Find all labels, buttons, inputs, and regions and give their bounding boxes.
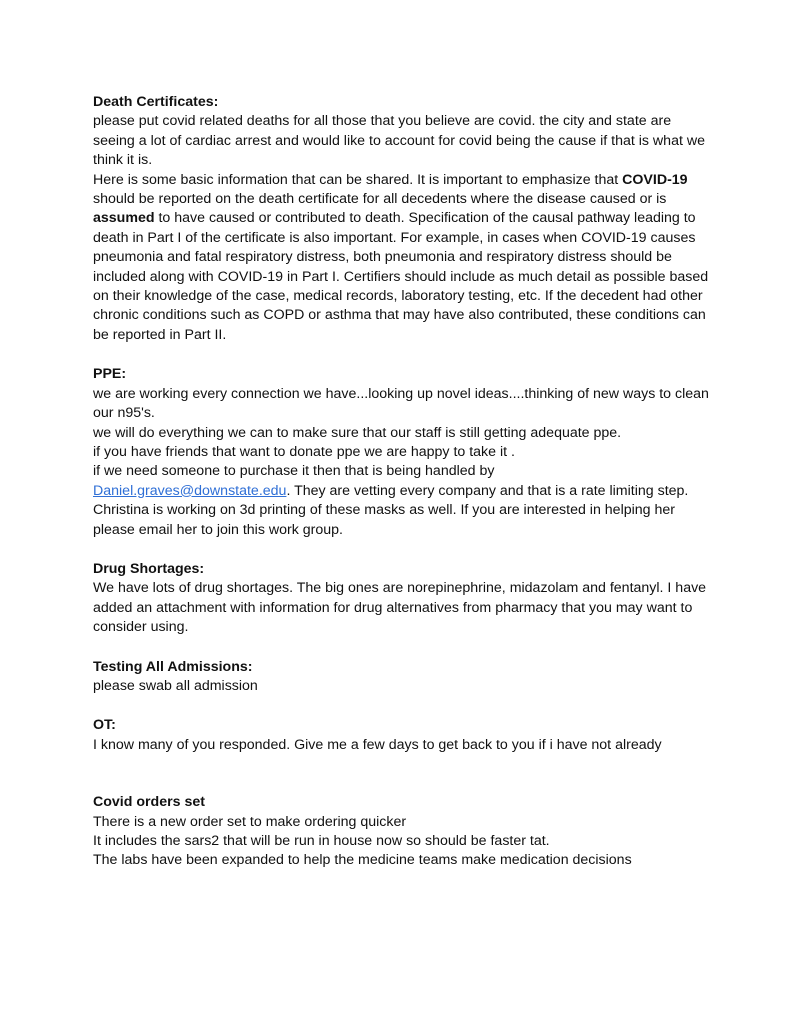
ppe-line-5 <box>93 482 713 501</box>
heading-death-certificates: Death Certificates: <box>93 94 219 110</box>
ppe-line-6: Christina is working on 3d printing of these masks as well. If you are interested in helping her please email her to join this work group. <box>93 502 675 538</box>
p2-middle: should be reported on the death certificate for all decedents where the disease caused or is <box>93 191 667 208</box>
covid-orders-line-2: It includes the sars2 that will be run in house now so should be faster tat. <box>93 833 550 849</box>
covid-19-bold: COVID-19 <box>622 171 688 188</box>
email-link[interactable]: Daniel.graves@downstate.edu <box>93 482 287 499</box>
heading-covid-orders: Covid orders set <box>93 794 205 811</box>
ppe-line-5-rest: . They are vetting every company and that is a rate limiting step. <box>286 482 689 499</box>
assumed-bold: assumed <box>93 210 155 227</box>
section-testing <box>93 658 713 697</box>
ot-text: I know many of you responded. Give me a few days to get back to you if i have not already <box>93 736 662 753</box>
section-ppe <box>93 365 713 540</box>
death-certificates-paragraph-1: please put covid related deaths for all those that you believe are covid. the city and state are seeing a lot of cardiac arrest and would like to account for covid being the cause if that is what we think it is. <box>93 113 705 169</box>
death-certificates-paragraph-2 <box>93 171 713 346</box>
testing-text: please swab all admission <box>93 677 258 694</box>
document-body <box>93 93 713 871</box>
ppe-line-4: if we need someone to purchase it then that is being handled by <box>93 463 495 480</box>
heading-ppe: PPE: <box>93 366 127 383</box>
ppe-line-1: we are working every connection we have...looking up novel ideas....thinking of new ways to clean our n95's. <box>93 385 709 422</box>
ppe-line-2: we will do everything we can to make sure that our staff is still getting adequate ppe. <box>93 424 622 441</box>
p2-rest: to have caused or contributed to death. Specification of the causal pathway leading to death in Part I of the certificate is also important. For example, in cases when COVID-19 causes pneumonia and fatal respiratory distress, both pneumonia and respiratory distress should be included along with COVID-19 in Part I. Certifiers should include as much detail as possible based on their knowledge of the case, medical records, laboratory testing, etc. If the decedent had other chronic conditions such as COPD or asthma that may have also contributed, these conditions can be reported in Part II. <box>93 210 709 343</box>
heading-ot: OT: <box>93 717 116 734</box>
section-ot <box>93 716 713 755</box>
heading-testing: Testing All Admissions: <box>93 658 253 675</box>
section-drug-shortages <box>93 560 713 638</box>
section-covid-orders <box>93 793 713 871</box>
heading-drug-shortages: Drug Shortages: <box>93 560 205 577</box>
covid-orders-line-1: There is a new order set to make ordering quicker <box>93 813 407 830</box>
covid-orders-line-3: The labs have been expanded to help the medicine teams make medication decisions <box>93 852 632 869</box>
p2-intro: Here is some basic information that can be shared. It is important to emphasize that <box>93 171 623 188</box>
section-death-certificates <box>93 93 713 345</box>
drug-shortages-text: We have lots of drug shortages. The big ones are norepinephrine, midazolam and fentanyl. I have added an attachment with information for drug alternatives from pharmacy that you may want to consider using. <box>93 580 707 636</box>
ppe-line-3: if you have friends that want to donate ppe we are happy to take it . <box>93 443 515 460</box>
